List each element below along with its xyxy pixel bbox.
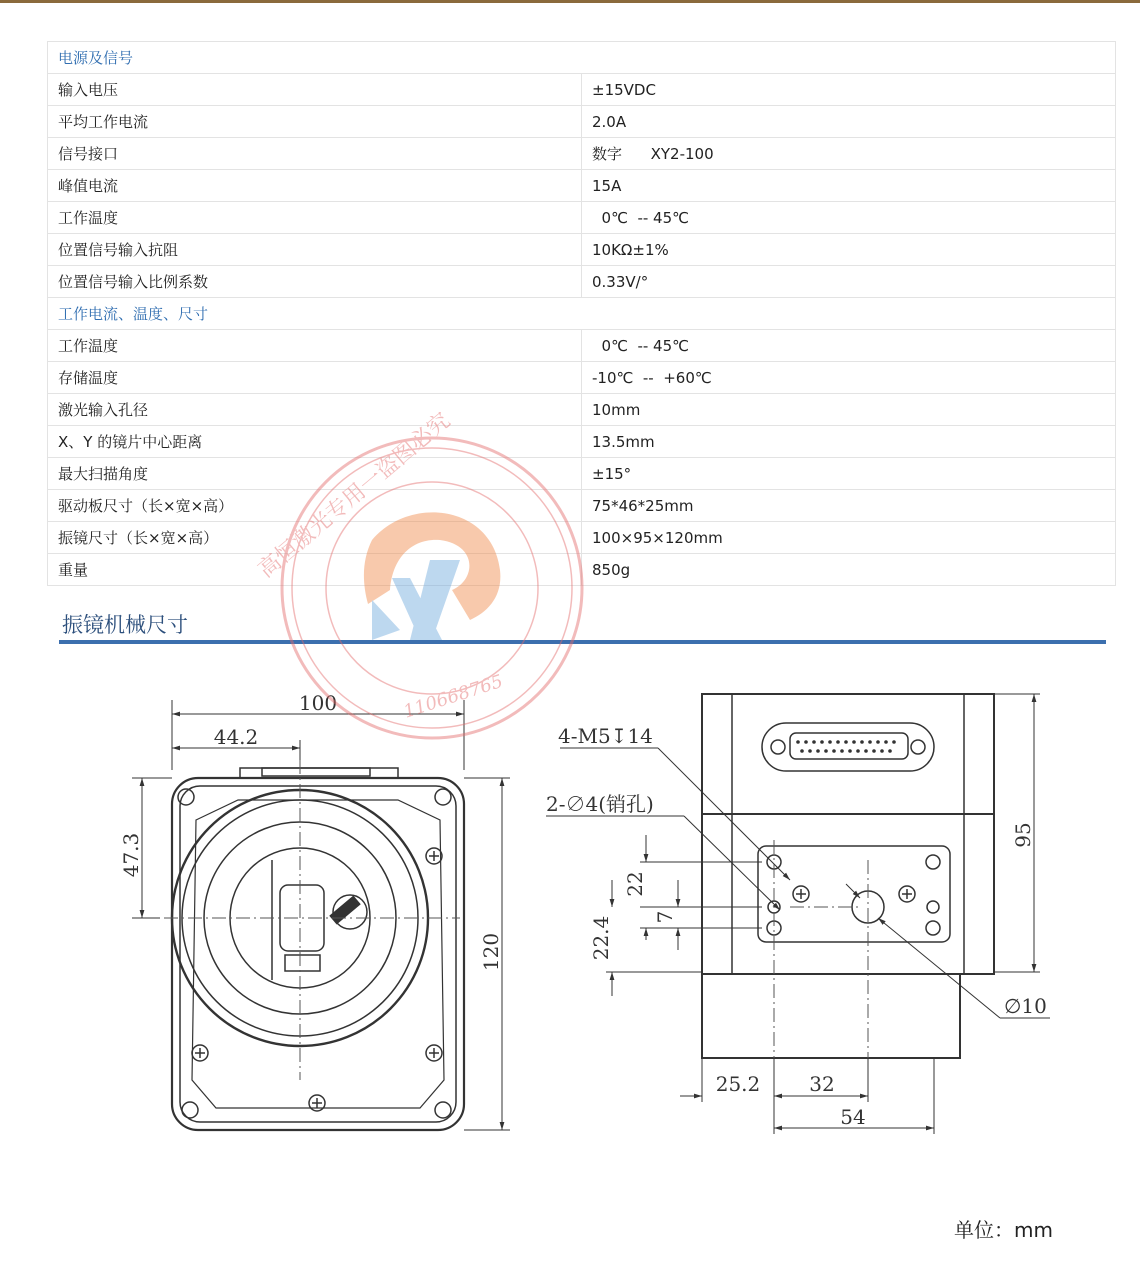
spec-value: 2.0A [582, 106, 1116, 138]
drawing-section-title: 振镜机械尺寸 [62, 613, 188, 637]
front-centerlines [140, 760, 460, 1080]
spec-value: 10mm [582, 394, 1116, 426]
side-connector-pins [796, 740, 896, 753]
spec-label: 存储温度 [48, 362, 582, 394]
dim-hole-spacing-c: 22.4 [589, 915, 613, 961]
spec-value: 0℃ -- 45℃ [582, 202, 1116, 234]
dim-pin-label: 2-∅4(销孔) [546, 792, 654, 816]
spec-label: 峰值电流 [48, 170, 582, 202]
dim-hole-spacing-b: 7 [653, 910, 677, 924]
side-dimensions [546, 694, 1050, 1134]
spec-label: 工作温度 [48, 202, 582, 234]
watermark-serial: 110668765 [401, 670, 506, 723]
spec-label: 输入电压 [48, 74, 582, 106]
spec-label: 振镜尺寸（长×宽×高） [48, 522, 582, 554]
spec-value: 100×95×120mm [582, 522, 1116, 554]
dim-side-width: 54 [840, 1105, 866, 1129]
dim-screw-label: 4-M5↧14 [558, 724, 653, 748]
spec-value: 13.5mm [582, 426, 1116, 458]
front-view [172, 768, 464, 1130]
spec-value: 850g [582, 554, 1116, 586]
dim-front-offset: 44.2 [213, 725, 259, 749]
spec-value: -10℃ -- +60℃ [582, 362, 1116, 394]
side-centerlines [774, 840, 868, 1100]
spec-value: 15A [582, 170, 1116, 202]
dim-front-height-offset: 47.3 [119, 832, 143, 878]
dim-hole-spacing-a: 22 [623, 871, 647, 897]
spec-label: 工作温度 [48, 330, 582, 362]
dim-front-height: 120 [479, 932, 503, 972]
spec-value: 0.33V/° [582, 266, 1116, 298]
spec-label: 驱动板尺寸（长×宽×高） [48, 490, 582, 522]
spec-value: ±15° [582, 458, 1116, 490]
spec-label: 最大扫描角度 [48, 458, 582, 490]
spec-label: X、Y 的镜片中心距离 [48, 426, 582, 458]
spec-value: ±15VDC [582, 74, 1116, 106]
section-title: 电源及信号 [48, 42, 1116, 74]
watermark-ring-text: 高恒激光专用一盗图必究 [253, 408, 456, 584]
dim-front-width: 100 [298, 691, 338, 715]
spec-label: 位置信号输入比例系数 [48, 266, 582, 298]
spec-label: 重量 [48, 554, 582, 586]
spec-label: 信号接口 [48, 138, 582, 170]
spec-value: 75*46*25mm [582, 490, 1116, 522]
unit-label: 单位：mm [954, 1218, 1053, 1242]
watermark-stamp [254, 408, 582, 738]
dim-side-offset-a: 25.2 [715, 1072, 761, 1096]
section-title: 工作电流、温度、尺寸 [48, 298, 1116, 330]
spec-value: 10KΩ±1% [582, 234, 1116, 266]
spec-label: 激光输入孔径 [48, 394, 582, 426]
spec-value: 0℃ -- 45℃ [582, 330, 1116, 362]
spec-value: 数字 XY2-100 [582, 138, 1116, 170]
spec-label: 平均工作电流 [48, 106, 582, 138]
front-dimensions [132, 700, 510, 1130]
spec-label: 位置信号输入抗阻 [48, 234, 582, 266]
dim-side-offset-b: 32 [809, 1072, 835, 1096]
dim-aperture: ∅10 [1004, 994, 1047, 1018]
dim-side-height: 95 [1011, 822, 1035, 848]
